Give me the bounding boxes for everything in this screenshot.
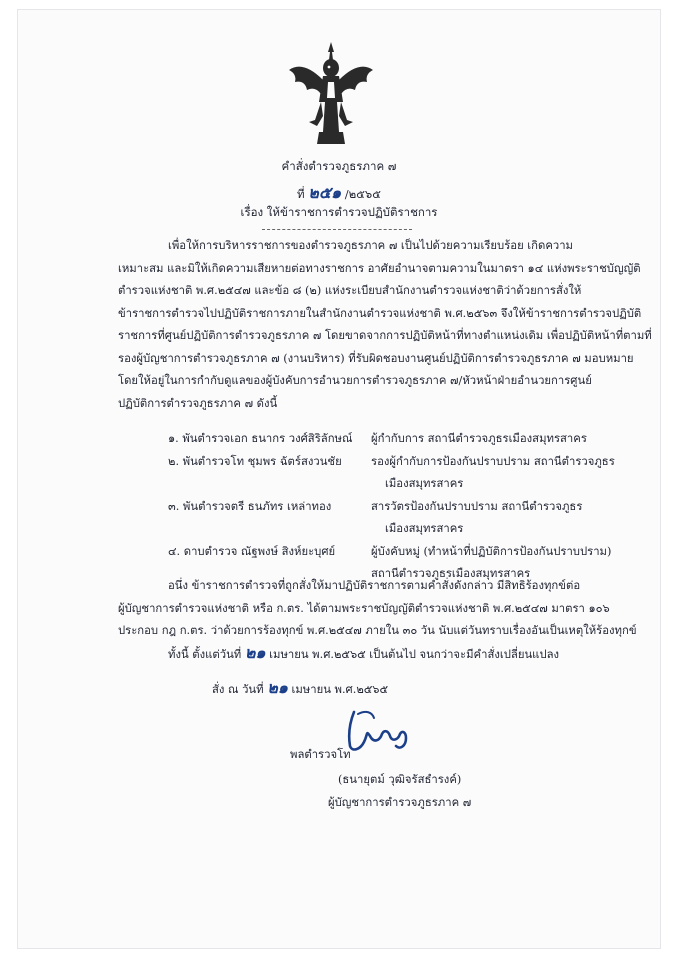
- officer-name: ๑. พันตำรวจเอก ธนากร วงศ์สิริลักษณ์: [168, 432, 353, 445]
- officer-list: [118, 428, 615, 586]
- effective-suffix: เมษายน พ.ศ.๒๕๖๕ เป็นต้นไป จนกว่าจะมีคำสั่งเปลี่ยนแปลง: [269, 648, 560, 661]
- handwritten-signature: [340, 700, 420, 760]
- paragraph-2: [118, 575, 637, 643]
- ordered-day-handwritten: ๒๑: [267, 680, 288, 697]
- paragraph-line: เพื่อให้การบริหารราชการของตำรวจภูธรภาค ๗ เป็นไปด้วยความเรียบร้อย เกิดความ: [168, 239, 574, 252]
- paragraph-line: ราชการที่ศูนย์ปฏิบัติการตำรวจภูธรภาค ๗ โดยขาดจากการปฏิบัติหน้าที่ทางตำแหน่งเดิม เพื่อปฏิบัติหน้าที่ตามที่: [118, 329, 652, 342]
- divider: [262, 229, 412, 230]
- paragraph-line: ประกอบ กฎ ก.ตร. ว่าด้วยการร้องทุกข์ พ.ศ.๒๕๔๗ ภายใน ๓๐ วัน นับแต่วันทราบเรื่องอันเป็นเหตุให้ร้องทุกข์: [118, 624, 637, 637]
- officer-position-line2: เมืองสมุทรสาคร: [385, 522, 464, 535]
- paragraph-line: ผู้บัญชาการตำรวจแห่งชาติ หรือ ก.ตร. ได้ตามพระราชบัญญัติตำรวจแห่งชาติ พ.ศ.๒๕๔๗ มาตรา ๑๐๖: [118, 601, 610, 615]
- order-number: [0, 181, 678, 206]
- paragraph-line: ข้าราชการตำรวจไปปฏิบัติราชการภายในสำนักงานตำรวจแห่งชาติ พ.ศ.๒๕๖๓ จึงให้ข้าราชการตำรวจปฏิบัติ: [118, 306, 642, 320]
- officer-item: [118, 428, 588, 451]
- number-suffix: /๒๕๖๕: [344, 187, 381, 201]
- officer-position-line2: สถานีตำรวจภูธรเมืองสมุทรสาคร: [371, 567, 531, 580]
- officer-position: รองผู้กำกับการป้องกันปราบปราม สถานีตำรวจภูธร: [371, 454, 615, 468]
- paragraph-line: ปฏิบัติการตำรวจภูธรภาค ๗ ดังนี้: [118, 396, 278, 410]
- officer-item-continued: [118, 473, 588, 496]
- officer-item: [118, 541, 612, 564]
- paragraph-line: ตำรวจแห่งชาติ พ.ศ.๒๕๔๗ และข้อ ๘ (๒) แห่งระเบียบสำนักงานตำรวจแห่งชาติว่าด้วยการสั่งให้: [118, 284, 582, 297]
- officer-item: [118, 496, 588, 519]
- officer-position: ผู้กำกับการ สถานีตำรวจภูธรเมืองสมุทรสาคร: [371, 432, 587, 445]
- ordered-prefix: สั่ง ณ วันที่: [212, 683, 264, 696]
- ordered-suffix: เมษายน พ.ศ.๒๕๖๕: [291, 683, 389, 696]
- effective-date-line: [168, 643, 588, 667]
- officer-name: ๔. ดาบตำรวจ ณัฐพงษ์ สิงห์ยะบุศย์: [168, 544, 336, 558]
- ordered-date-line: [212, 678, 512, 702]
- officer-item: [118, 451, 615, 474]
- officer-item-continued: [118, 518, 588, 541]
- number-prefix: ที่: [297, 187, 305, 201]
- garuda-emblem: [283, 40, 379, 148]
- number-handwritten: ๒๕๑: [308, 185, 342, 202]
- paragraph-line: โดยให้อยู่ในการกำกับดูแลของผู้บังคับการอำนวยการตำรวจภูธรภาค ๗/หัวหน้าฝ่ายอำนวยการศูนย์: [118, 374, 592, 387]
- order-subject: เรื่อง ให้ข้าราชการตำรวจปฏิบัติราชการ: [240, 205, 438, 219]
- officer-name: ๒. พันตำรวจโท ชุมพร ฉัตร์สงวนชัย: [168, 454, 342, 468]
- effective-day-handwritten: ๒๑: [244, 645, 266, 662]
- officer-position: สารวัตรป้องกันปราบปราม สถานีตำรวจภูธร: [371, 499, 583, 513]
- paragraph-line: เหมาะสม และมิให้เกิดความเสียหายต่อทางราชการ อาศัยอำนาจตามความในมาตรา ๑๔ แห่งพระราชบัญญัติ: [118, 261, 641, 275]
- paragraph-1: [118, 235, 652, 415]
- effective-prefix: ทั้งนี้ ตั้งแต่วันที่: [168, 648, 242, 661]
- paragraph-line: รองผู้บัญชาการตำรวจภูธรภาค ๗ (งานบริหาร) ที่รับผิดชอบงานศูนย์ปฏิบัติการตำรวจภูธรภาค ๗ มอบหมาย: [118, 351, 634, 365]
- order-heading: คำสั่งตำรวจภูธรภาค ๗: [281, 159, 397, 173]
- officer-name: ๓. พันตำรวจตรี ธนภัทร เหล่าทอง: [168, 499, 332, 513]
- paragraph-line: อนึ่ง ข้าราชการตำรวจที่ถูกสั่งให้มาปฏิบัติราชการตามคำสั่งดังกล่าว มีสิทธิร้องทุกข์ต่อ: [168, 579, 581, 592]
- signatory-name: (ธนายุตม์ วุฒิจรัสธำรงค์): [338, 773, 462, 786]
- officer-position: ผู้บังคับหมู่ (ทำหน้าที่ปฏิบัติการป้องกันปราบปราม): [371, 544, 612, 558]
- signatory-title: ผู้บัญชาการตำรวจภูธรภาค ๗: [328, 796, 472, 809]
- officer-position-line2: เมืองสมุทรสาคร: [385, 477, 464, 490]
- signatory-rank: พลตำรวจโท: [290, 748, 351, 761]
